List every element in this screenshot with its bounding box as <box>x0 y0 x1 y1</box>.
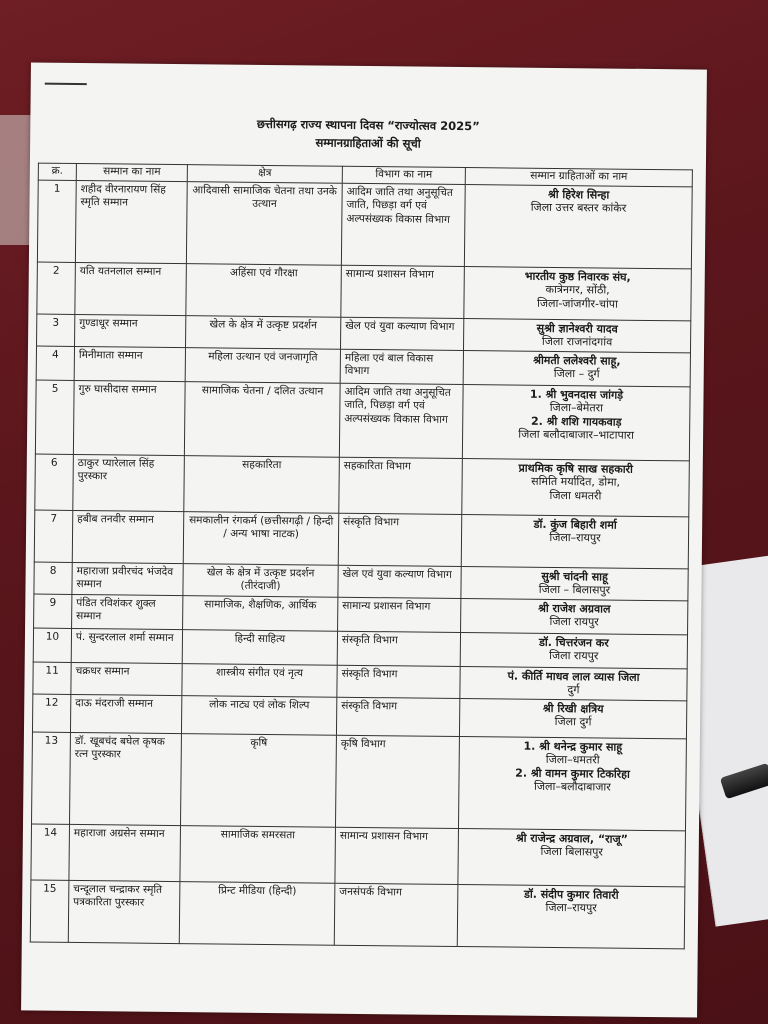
cell-field: लोक नाट्य एवं लोक शिल्प <box>181 695 336 735</box>
recipient-line: जिला दुर्ग <box>554 715 592 729</box>
recipient-line: समिति मर्यादित, डोमा, <box>531 474 621 489</box>
cell-serial: 4 <box>36 346 74 380</box>
recipient-line: भारतीय कुष्ठ निवारक संघ, <box>524 269 631 284</box>
cell-serial: 12 <box>32 694 70 732</box>
cell-serial: 14 <box>31 824 70 880</box>
recipient-line: कात्रेनगर, सोंठी, <box>545 282 610 297</box>
document-subtitle: सम्मानग्राहिताओं की सूची <box>315 135 421 151</box>
recipient-line: जिला–बेमेतरा <box>549 400 604 415</box>
recipient-line: जिला–धमतरी <box>545 752 600 767</box>
awardees-table <box>30 163 693 949</box>
cell-department: संस्कृति विभाग <box>338 513 462 566</box>
cell-serial: 3 <box>37 314 75 346</box>
cell-recipient <box>464 184 692 268</box>
recipient-line: डॉ. चित्तरंजन कर <box>539 635 609 650</box>
cell-award: पं. सुन्दरलाल शर्मा सम्मान <box>71 628 182 663</box>
cell-recipient <box>461 514 689 568</box>
recipient-line: 1. श्री भुवनदास जांगड़े <box>529 387 624 402</box>
table-row <box>35 380 690 461</box>
cell-department: संस्कृति विभाग <box>337 631 460 666</box>
cell-field: सामाजिक समरसता <box>180 825 336 883</box>
cell-recipient <box>458 828 686 886</box>
cell-award: हबीब तनवीर सम्मान <box>72 510 184 563</box>
cell-recipient <box>462 384 690 460</box>
cell-field: शास्त्रीय संगीत एवं नृत्य <box>182 663 337 697</box>
cell-field: अहिंसा एवं गौरक्षा <box>186 263 342 317</box>
header-award: सम्मान का नाम <box>76 163 187 181</box>
recipient-line: सुश्री चांदनी साहू <box>541 569 608 584</box>
recipient-line: 2. श्री वामन कुमार टिकरिहा <box>515 766 630 781</box>
recipient-line: सुश्री ज्ञानेश्वरी यादव <box>536 321 618 336</box>
recipient-line: जिला – दुर्ग <box>553 366 600 381</box>
cell-field: खेल के क्षेत्र में उत्कृष्ट प्रदर्शन (तीरंदाजी) <box>183 563 338 597</box>
table-row <box>32 732 687 831</box>
cell-award: महाराजा अग्रसेन सम्मान <box>69 824 181 881</box>
recipient-line: दुर्ग <box>567 683 580 697</box>
cell-department: खेल एवं युवा कल्याण विभाग <box>341 317 464 350</box>
table-row <box>30 880 685 949</box>
cell-award: मिनीमाता सम्मान <box>74 346 185 381</box>
cell-department: महिला एवं बाल विकास विभाग <box>340 349 463 384</box>
recipient-line: श्री रिखी क्षत्रिय <box>542 701 604 716</box>
table-row <box>34 510 689 569</box>
cell-serial: 8 <box>34 562 72 594</box>
cell-department: सामान्य प्रशासन विभाग <box>335 827 459 884</box>
recipient-line: जिला–बलौदाबाजार <box>533 779 611 794</box>
cell-award: दाऊ मंदराजी सम्मान <box>70 694 181 733</box>
header-recipient: सम्मान ग्राहिताओं का नाम <box>465 168 692 187</box>
cell-award: ठाकुर प्यारेलाल सिंह पुरस्कार <box>73 454 185 511</box>
cell-department: कृषि विभाग <box>335 735 459 828</box>
cell-serial: 13 <box>32 732 71 824</box>
cell-field: सामाजिक चेतना / दलित उत्थान <box>184 381 340 457</box>
cell-award: महाराजा प्रवीरचंद भंजदेव सम्मान <box>72 562 183 595</box>
cell-department: संस्कृति विभाग <box>336 697 459 736</box>
recipient-line: श्री राजेन्द्र अग्रवाल, “राजू” <box>515 831 628 846</box>
cell-serial: 9 <box>34 594 72 628</box>
cell-recipient <box>463 318 690 352</box>
cell-serial: 10 <box>33 628 71 662</box>
cell-recipient <box>459 698 686 738</box>
cell-department: संस्कृति विभाग <box>337 665 460 698</box>
cell-field: प्रिन्ट मीडिया (हिन्दी) <box>179 881 335 945</box>
cell-recipient <box>461 598 688 634</box>
cell-award: चक्रधर सम्मान <box>71 662 182 695</box>
cell-department: सामान्य प्रशासन विभाग <box>338 597 461 632</box>
cell-award: शहीद वीरनारायण सिंह स्मृति सम्मान <box>75 180 187 263</box>
cell-award: गुण्डाधूर सम्मान <box>75 314 186 347</box>
cell-recipient <box>461 566 688 600</box>
recipient-line: जिला–रायपुर <box>545 900 597 915</box>
cell-department: आदिम जाति तथा अनुसूचित जाति, पिछड़ा वर्ग एवं अल्पसंख्यक विकास विभाग <box>341 183 465 266</box>
recipient-line: जिला धमतरी <box>549 488 602 502</box>
cell-department: खेल एवं युवा कल्याण विभाग <box>338 565 461 598</box>
recipient-line: जिला उत्तर बस्तर कांकेर <box>530 200 627 215</box>
cell-field: महिला उत्थान एवं जनजागृति <box>185 347 340 383</box>
cell-field: सहकारिता <box>184 455 340 513</box>
cell-award: पंडित रविशंकर शुक्ल सम्मान <box>72 594 183 629</box>
table-row <box>37 180 692 269</box>
recipient-line: जिला बलौदाबाजार–भाटापारा <box>518 427 635 442</box>
header-field: क्षेत्र <box>187 165 342 183</box>
cell-serial: 1 <box>37 180 76 262</box>
recipient-line: जिला राजनांदगांव <box>541 334 613 349</box>
cell-field: समकालीन रंगकर्म (छत्तीसगढ़ी / हिन्दी / अन्य भाषा नाटक) <box>183 511 339 565</box>
recipient-line: 1. श्री थनेन्द्र कुमार साहू <box>523 739 623 754</box>
cell-serial: 11 <box>33 662 71 694</box>
cell-field: कृषि <box>181 733 337 827</box>
cell-award: डॉ. खूबचंद बघेल कृषक रत्न पुरस्कार <box>70 732 182 825</box>
cell-serial: 6 <box>35 454 74 510</box>
cell-serial: 7 <box>34 510 73 562</box>
recipient-line: जिला बिलासपुर <box>540 844 604 859</box>
recipient-line: पं. कीर्ति माधव लाल व्यास जिला <box>507 669 640 684</box>
recipient-line: जिला–रायपुर <box>549 530 601 545</box>
cell-field: हिन्दी साहित्य <box>182 629 337 665</box>
cell-department: सहकारिता विभाग <box>339 457 463 514</box>
document-page <box>21 62 707 1017</box>
recipient-line: जिला – बिलासपुर <box>538 582 611 597</box>
recipient-line: जिला रायपुर <box>549 648 599 663</box>
cell-recipient <box>460 666 687 700</box>
recipient-line: जिला-जांजगीर-चांपा <box>536 296 619 311</box>
cell-recipient <box>460 632 687 668</box>
cell-award: यति यतनलाल सम्मान <box>75 262 187 315</box>
pen-mark <box>45 83 87 85</box>
cell-field: आदिवासी सामाजिक चेतना तथा उनके उत्थान <box>186 181 342 265</box>
recipient-line: श्रीमती ललेश्वरी साहू, <box>533 353 621 368</box>
recipient-line: श्री हिरेश सिन्हा <box>547 187 610 202</box>
recipient-line: डॉ. कुंज बिहारी शर्मा <box>533 517 617 532</box>
cell-serial: 15 <box>30 880 69 942</box>
recipient-line: श्री राजेश अग्रवाल <box>538 601 611 616</box>
cell-recipient <box>463 350 690 386</box>
cell-department: सामान्य प्रशासन विभाग <box>341 265 465 318</box>
cell-recipient <box>464 266 692 320</box>
recipient-line: 2. श्री शशि गायकवाड़ <box>530 414 622 429</box>
cell-field: खेल के क्षेत्र में उत्कृष्ट प्रदर्शन <box>186 315 341 349</box>
recipient-line: प्राथमिक कृषि साख सहकारी <box>518 461 634 476</box>
cell-award: चन्दूलाल चन्द्राकर स्मृति पत्रकारिता पुरस्कार <box>68 880 180 943</box>
table-row <box>31 824 686 887</box>
cell-department: जनसंपर्क विभाग <box>334 883 458 946</box>
recipient-line: डॉ. संदीप कुमार तिवारी <box>523 887 619 902</box>
table-row <box>35 454 690 517</box>
cell-serial: 2 <box>37 262 76 314</box>
cell-department: आदिम जाति तथा अनुसूचित जाति, पिछड़ा वर्ग एवं अल्पसंख्यक विकास विभाग <box>339 383 463 458</box>
cell-field: सामाजिक, शैक्षणिक, आर्थिक <box>183 595 338 631</box>
document-title: छत्तीसगढ़ राज्य स्थापना दिवस “राज्योत्सव 2025” <box>256 116 480 134</box>
cell-recipient <box>462 458 690 516</box>
cell-award: गुरु घासीदास सम्मान <box>73 380 185 455</box>
cell-recipient <box>458 736 686 830</box>
header-serial: क्र. <box>38 163 76 180</box>
header-department: विभाग का नाम <box>342 166 465 184</box>
recipient-line: जिला रायपुर <box>549 614 599 629</box>
table-row <box>37 262 692 321</box>
cell-serial: 5 <box>35 380 74 454</box>
cell-recipient <box>457 884 685 948</box>
